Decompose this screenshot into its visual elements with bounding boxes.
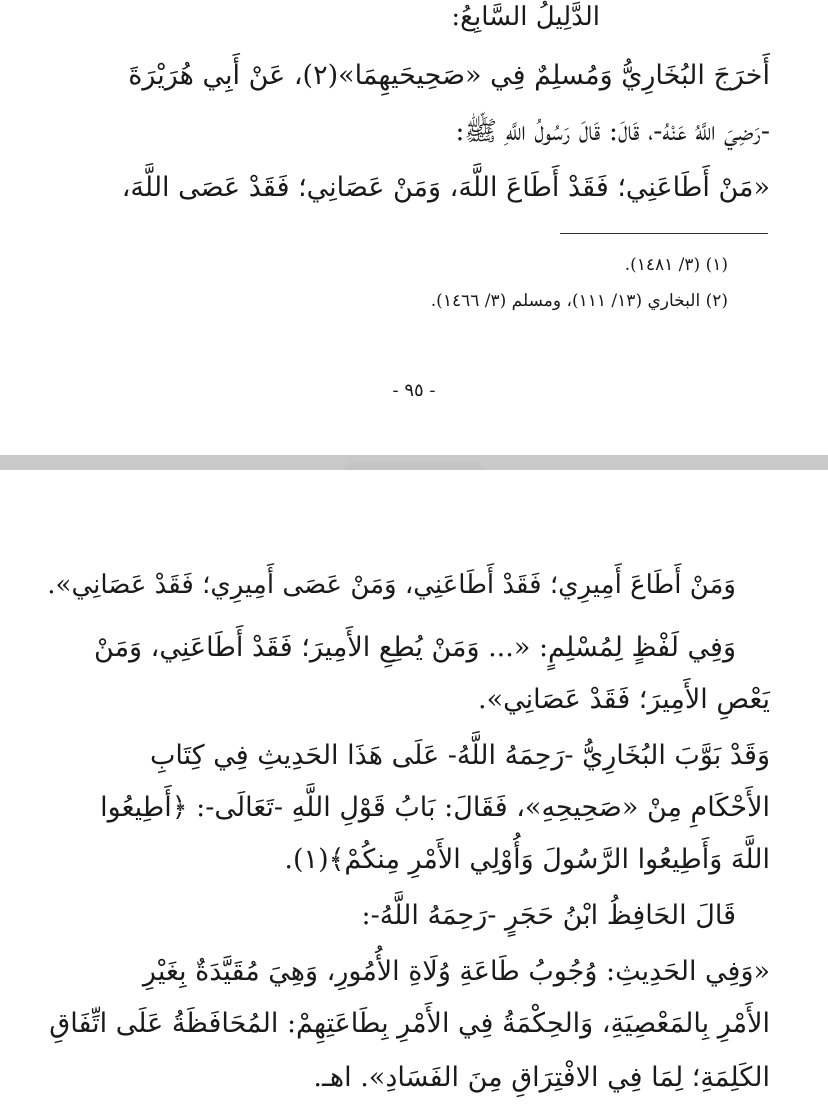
body-line: «وَفِي الحَدِيثِ: وُجُوبُ طَاعَةِ وُلَاةِ الأُمُورِ، وَهِيَ مُقَيَّدَةٌ بِغَيْرِ xyxy=(142,956,770,987)
page-95 xyxy=(0,0,828,455)
body-line: «مَنْ أَطَاعَنِي؛ فَقَدْ أَطَاعَ اللَّهَ، وَمَنْ عَصَانِي؛ فَقَدْ عَصَى اللَّهَ، xyxy=(121,172,770,203)
body-line: اللَّهَ وَأَطِيعُوا الرَّسُولَ وَأُوْلِي الأَمْرِ مِنكُمْ﴾(١). xyxy=(284,844,770,875)
footnote: (٢) البخاري (١٣/ ١١١)، ومسلم (٣/ ١٤٦٦). xyxy=(430,291,728,311)
body-line: قَالَ الحَافِظُ ابْنُ حَجَرٍ -رَحِمَهُ اللَّهُ-: xyxy=(361,900,736,931)
body-line: يَعْصِ الأَمِيرَ؛ فَقَدْ عَصَانِي». xyxy=(478,684,770,715)
body-line: أَخرَجَ البُخَارِيُّ وَمُسلِمٌ فِي «صَحِيحَيهِمَا»(٢)، عَنْ أَبِي هُرَيْرَةَ xyxy=(128,60,770,91)
body-line: الكَلِمَةِ؛ لِمَا فِي الافْتِرَاقِ مِنَ الفَسَادِ». اهـ. xyxy=(313,1062,770,1093)
footnote: (١) (٣/ ١٤٨١). xyxy=(624,255,728,275)
body-line: الأَحْكَامِ مِنْ «صَحِيحِهِ»، فَقَالَ: بَابُ قَوْلِ اللَّهِ -تَعَالَى-: ﴿أَطِيعُوا xyxy=(100,792,770,823)
page-number: - ٩٥ - xyxy=(392,380,436,401)
page-96 xyxy=(0,470,828,1120)
body-line: وَمَنْ أَطَاعَ أَمِيرِي؛ فَقَدْ أَطَاعَنِي، وَمَنْ عَصَى أَمِيرِي؛ فَقَدْ عَصَانِي». xyxy=(47,570,736,600)
body-line: وَقَدْ بَوَّبَ البُخَارِيُّ -رَحِمَهُ اللَّهُ- عَلَى هَذَا الحَدِيثِ فِي كِتَابِ xyxy=(149,740,770,771)
footnote-divider xyxy=(560,233,768,234)
body-line: الأَمْرِ بِالمَعْصِيَةِ، وَالحِكْمَةُ فِي الأَمْرِ بِطَاعَتِهِمْ: المُحَافَظَةُ عَلَى اتِّفَاقِ xyxy=(49,1008,770,1039)
section-heading: الدَّلِيلُ السَّابِعُ: xyxy=(451,2,600,32)
body-line: -رَضِيَ اللَّهُ عَنْهُ-، قَالَ: قَالَ رَسُولُ اللَّهِ ﷺ: xyxy=(455,116,770,147)
body-line: وَفِي لَفْظٍ لِمُسْلِمٍ: «... وَمَنْ يُطِعِ الأَمِيرَ؛ فَقَدْ أَطَاعَنِي، وَمَنْ xyxy=(94,632,736,663)
